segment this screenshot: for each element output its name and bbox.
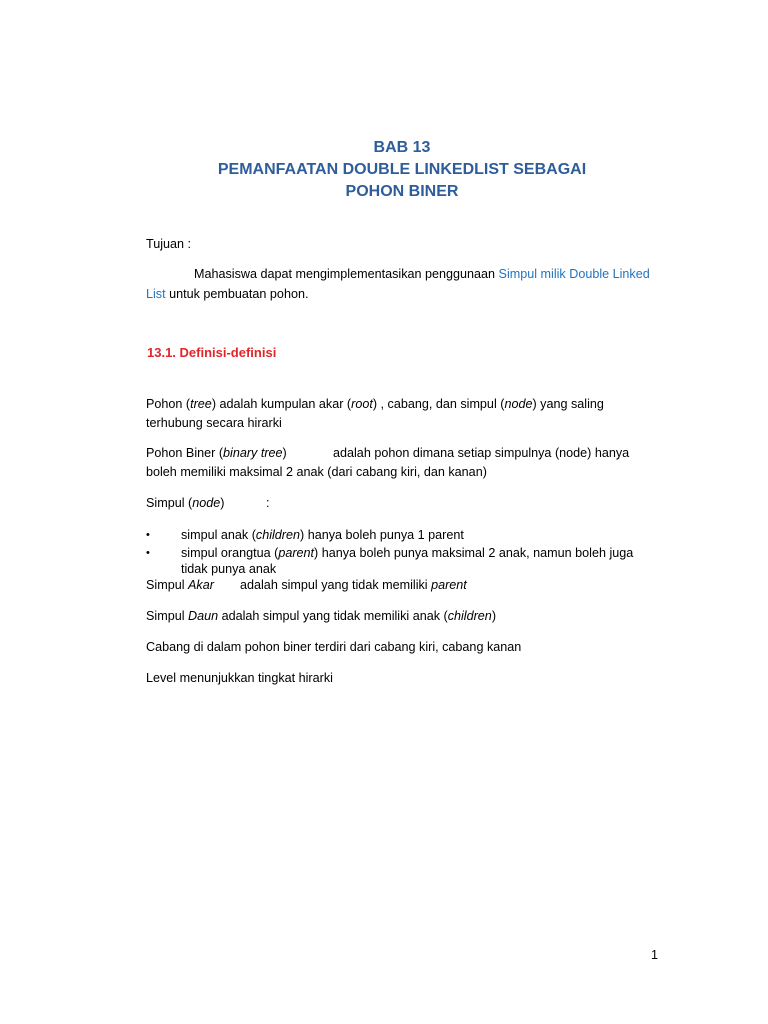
bullet-1-text-1: simpul anak ( — [181, 528, 256, 542]
pohon-biner-definition-line-2: boleh memiliki maksimal 2 anak (dari cabang kiri, dan kanan) — [146, 465, 487, 479]
bullet-2-text-2: ) hanya boleh punya maksimal 2 anak, namun boleh juga — [314, 546, 634, 560]
bullet-item-parent-line-2: tidak punya anak — [181, 562, 277, 576]
bullet-2-term: parent — [278, 546, 315, 560]
chapter-number: BAB 13 — [373, 139, 431, 156]
daun-text-2: adalah simpul yang tidak memiliki anak ( — [218, 609, 448, 623]
daun-text-1: Simpul — [146, 609, 188, 623]
simpul-colon: : — [266, 496, 270, 510]
pohon-biner-definition-desc: adalah pohon dimana setiap simpulnya (node) hanya — [333, 446, 630, 460]
simpul-heading — [146, 495, 224, 511]
bullet-1-term: children — [255, 528, 301, 542]
section-heading: 13.1. Definisi-definisi — [147, 345, 277, 360]
tujuan-paragraph-line-1 — [194, 266, 650, 282]
simpul-daun-definition — [146, 608, 496, 624]
daun-term: Daun — [188, 609, 219, 623]
daun-term-children: children — [447, 609, 492, 623]
simpul-text-2: ) — [220, 496, 225, 510]
page-number: 1 — [651, 948, 659, 962]
tujuan-highlight-continued: List — [146, 287, 166, 301]
pohon-biner-text-2: ) — [282, 446, 287, 460]
pohon-biner-text-1: Pohon Biner ( — [146, 446, 224, 460]
pohon-biner-term: binary tree — [223, 446, 283, 460]
tujuan-text: Mahasiswa dapat mengimplementasikan penggunaan — [194, 267, 499, 281]
pohon-text-3: ) , cabang, dan simpul ( — [372, 397, 505, 411]
akar-term: Akar — [188, 578, 214, 592]
chapter-title-line-2: POHON BINER — [345, 183, 459, 200]
chapter-title-block — [0, 137, 768, 203]
pohon-term-node: node — [504, 397, 533, 411]
tujuan-text-end: untuk pembuatan pohon. — [165, 287, 309, 301]
chapter-title-line-1: PEMANFAATAN DOUBLE LINKEDLIST SEBAGAI — [217, 161, 587, 178]
pohon-definition-line-1 — [146, 396, 604, 412]
simpul-akar-definition — [240, 577, 467, 593]
bullet-item-children — [181, 527, 464, 543]
bullet-icon: • — [146, 529, 150, 541]
bullet-2-text-1: simpul orangtua ( — [181, 546, 279, 560]
pohon-term-root: root — [351, 397, 373, 411]
bullet-item-parent — [181, 545, 633, 561]
akar-text-1: Simpul — [146, 578, 188, 592]
bullet-1-text-2: ) hanya boleh punya 1 parent — [300, 528, 464, 542]
akar-term-parent: parent — [431, 578, 467, 592]
cabang-definition: Cabang di dalam pohon biner terdiri dari cabang kiri, cabang kanan — [146, 640, 522, 654]
bullet-icon: • — [146, 547, 150, 559]
akar-text-2: adalah simpul yang tidak memiliki — [240, 578, 432, 592]
pohon-biner-definition-line-1 — [146, 445, 287, 461]
pohon-text-1: Pohon ( — [146, 397, 191, 411]
level-definition: Level menunjukkan tingkat hirarki — [146, 671, 333, 685]
pohon-text-2: ) adalah kumpulan akar ( — [211, 397, 352, 411]
tujuan-label: Tujuan : — [146, 237, 192, 251]
simpul-akar-term — [146, 577, 214, 593]
simpul-text-1: Simpul ( — [146, 496, 193, 510]
pohon-term-tree: tree — [190, 397, 212, 411]
tujuan-paragraph-line-2 — [146, 286, 308, 302]
daun-text-3: ) — [491, 609, 497, 623]
tujuan-highlight: Simpul milik Double Linked — [498, 267, 650, 281]
simpul-term-node: node — [192, 496, 221, 510]
pohon-text-4: ) yang saling — [532, 397, 604, 411]
pohon-definition-line-2: terhubung secara hirarki — [146, 416, 282, 430]
